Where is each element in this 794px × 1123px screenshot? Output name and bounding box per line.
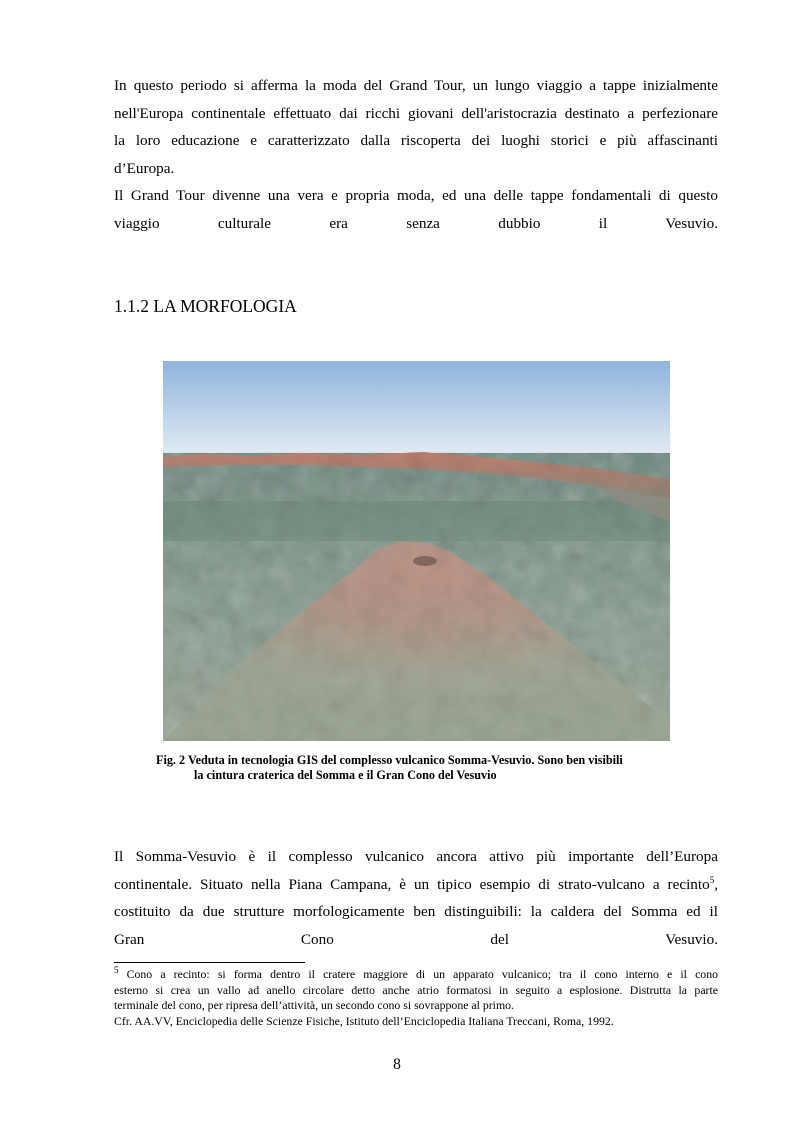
page-number: 8 xyxy=(393,1056,401,1073)
footnote-line: terminale del cono, per ripresa dell’attività, un secondo cono si sovrappone al primo. xyxy=(114,998,514,1012)
text-line: Il Somma-Vesuvio è il complesso vulcanico ancora attivo più importante dell’Europa xyxy=(114,848,718,865)
footnote-reference: 5 xyxy=(709,874,715,885)
text-segment: Cono a recinto: si forma dentro il cratere maggiore di un apparato vulcanico; tra il cono interno e il cono xyxy=(118,967,718,981)
text-line: la loro educazione e caratterizzato dalla riscoperta dei luoghi storici e più affascinanti xyxy=(114,132,718,149)
gis-volcano-figure xyxy=(163,361,670,741)
text-line: viaggio culturale era senza dubbio il Vesuvio. xyxy=(114,214,718,232)
footnote-line: esterno si crea un vallo ad anello circolare detto anche atrio formatosi in seguito a esplosione. Distrutta la parte xyxy=(114,982,718,997)
footnote-line: Cfr. AA.VV, Enciclopedia delle Scienze Fisiche, Istituto dell’Enciclopedia Italiana Treccani, Roma, 1992. xyxy=(114,1013,614,1028)
paragraph-somma-vesuvio xyxy=(114,843,718,953)
paragraph-grand-tour-intro xyxy=(114,72,718,182)
paragraph-grand-tour-vesuvio xyxy=(114,182,718,237)
figure-caption xyxy=(156,753,696,783)
text-line: In questo periodo si afferma la moda del Grand Tour, un lungo viaggio a tappe inizialmente xyxy=(114,77,718,94)
text-line xyxy=(114,871,718,899)
text-line: costituito da due strutture morfologicamente ben distinguibili: la caldera del Somma ed il xyxy=(114,903,718,920)
text-line: d’Europa. xyxy=(114,159,175,177)
footnote-marker: 5 xyxy=(114,965,119,976)
text-line: nell'Europa continentale effettuato dai ricchi giovani dell'aristocrazia destinato a perfezionare xyxy=(114,104,718,122)
text-line: Gran Cono del Vesuvio. xyxy=(114,930,718,948)
footnote-divider xyxy=(114,962,305,963)
crater xyxy=(413,556,437,566)
gis-volcano-image xyxy=(163,361,670,741)
section-heading: 1.1.2 LA MORFOLOGIA xyxy=(114,296,297,316)
caption-line: la cintura craterica del Somma e il Gran Cono del Vesuvio xyxy=(194,768,497,782)
text-segment: , xyxy=(714,875,718,893)
footnote xyxy=(114,967,718,1029)
text-segment: continentale. Situato nella Piana Campana, è un tipico esempio di strato-vulcano a recinto xyxy=(114,875,710,893)
caption-line: Fig. 2 Veduta in tecnologia GIS del complesso vulcanico Somma-Vesuvio. Sono ben visibili xyxy=(156,753,623,767)
footnote-line xyxy=(114,967,718,983)
sky xyxy=(163,361,670,461)
text-line: Il Grand Tour divenne una vera e propria moda, ed una delle tappe fondamentali di questo xyxy=(114,187,718,204)
